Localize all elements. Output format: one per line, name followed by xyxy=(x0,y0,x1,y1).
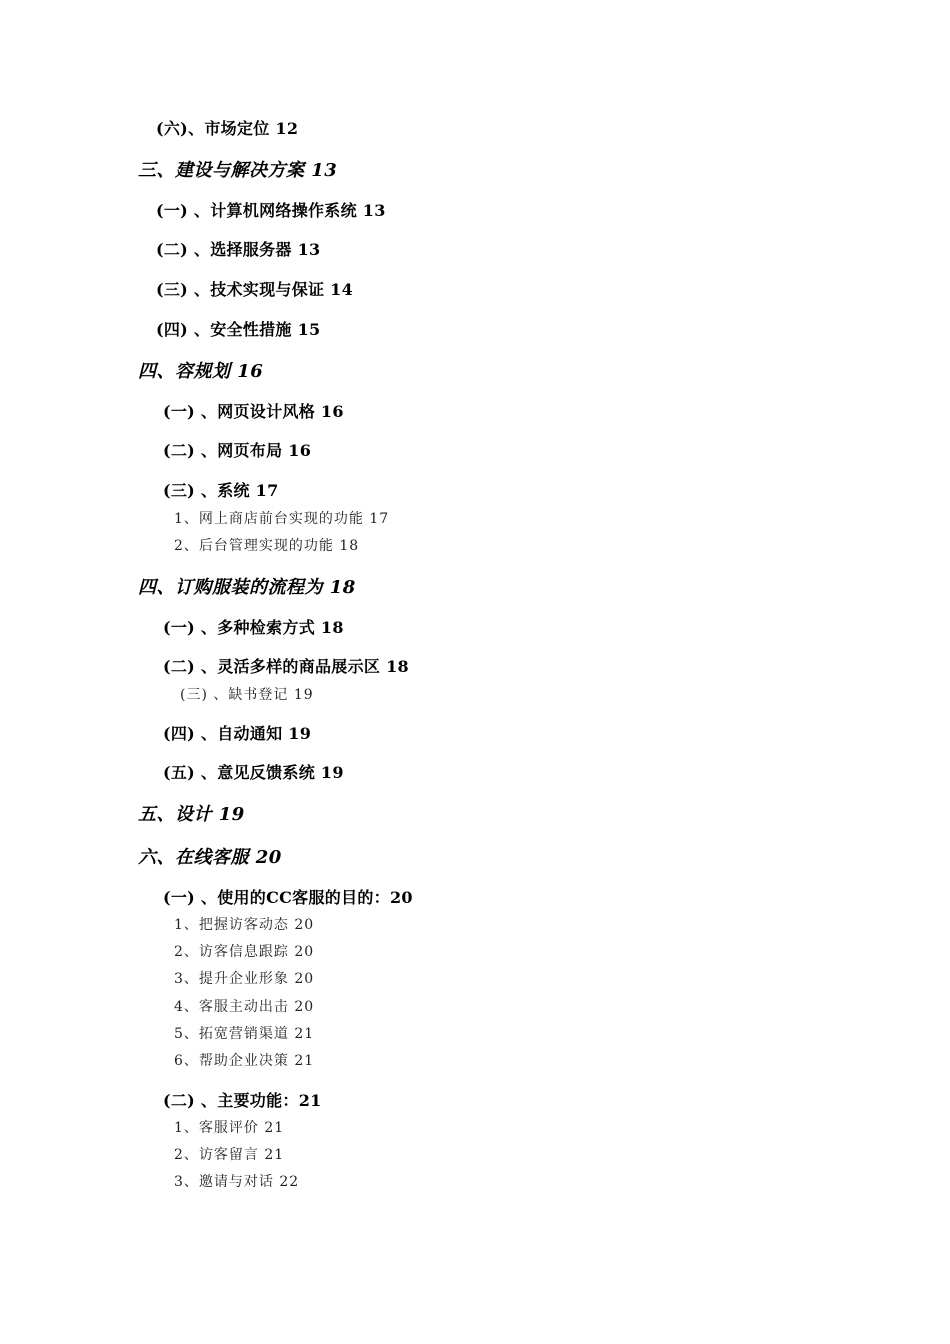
toc-entry-main-functions: (二) 、主要功能：21 xyxy=(163,1091,322,1110)
toc-subentry-visitor-message: 2、访客留言 21 xyxy=(174,1147,285,1163)
toc-subentry-proactive-service: 4、客服主动出击 20 xyxy=(174,999,315,1015)
toc-entry-tech-implementation: (三) 、技术实现与保证 14 xyxy=(156,280,354,299)
toc-subentry-business-decisions: 6、帮助企业决策 21 xyxy=(174,1053,315,1069)
toc-subentry-service-rating: 1、客服评价 21 xyxy=(174,1120,285,1136)
toc-entry-web-design-style: (一) 、网页设计风格 16 xyxy=(163,402,344,421)
toc-entry-web-layout: (二) 、网页布局 16 xyxy=(163,441,312,460)
toc-entry-out-of-stock-registration: (三) 、缺书登记 19 xyxy=(180,687,314,703)
toc-entry-select-server: (二) 、选择服务器 13 xyxy=(156,240,321,259)
toc-subentry-marketing-channels: 5、拓宽营销渠道 21 xyxy=(174,1026,315,1042)
toc-entry-auto-notify: (四) 、自动通知 19 xyxy=(163,724,312,743)
toc-heading-online-service: 六、在线客服 20 xyxy=(138,847,282,868)
toc-subentry-invite-dialog: 3、邀请与对话 22 xyxy=(174,1174,300,1190)
toc-entry-network-os: (一) 、计算机网络操作系统 13 xyxy=(156,201,386,220)
toc-subentry-visitor-tracking: 2、访客信息跟踪 20 xyxy=(174,944,315,960)
toc-entry-cc-service-purpose: (一) 、使用的CC客服的目的：20 xyxy=(163,888,413,907)
toc-entry-feedback-system: (五) 、意见反馈系统 19 xyxy=(163,763,344,782)
toc-subentry-visitor-dynamics: 1、把握访客动态 20 xyxy=(174,917,315,933)
toc-heading-construction-solution: 三、建设与解决方案 13 xyxy=(138,160,338,181)
toc-heading-content-planning: 四、容规划 16 xyxy=(138,361,264,382)
toc-subentry-frontend-functions: 1、网上商店前台实现的功能 17 xyxy=(174,511,390,527)
toc-entry-security-measures: (四) 、安全性措施 15 xyxy=(156,320,321,339)
toc-entry-search-methods: (一) 、多种检索方式 18 xyxy=(163,618,344,637)
toc-entry-market-positioning: (六)、市场定位 12 xyxy=(156,119,299,138)
toc-heading-design: 五、设计 19 xyxy=(138,804,245,825)
toc-subentry-corporate-image: 3、提升企业形象 20 xyxy=(174,971,315,987)
toc-entry-product-showcase: (二) 、灵活多样的商品展示区 18 xyxy=(163,657,409,676)
toc-heading-order-process: 四、订购服装的流程为 18 xyxy=(138,577,356,598)
toc-entry-system: (三) 、系统 17 xyxy=(163,481,279,500)
toc-subentry-backend-functions: 2、后台管理实现的功能 18 xyxy=(174,538,360,554)
